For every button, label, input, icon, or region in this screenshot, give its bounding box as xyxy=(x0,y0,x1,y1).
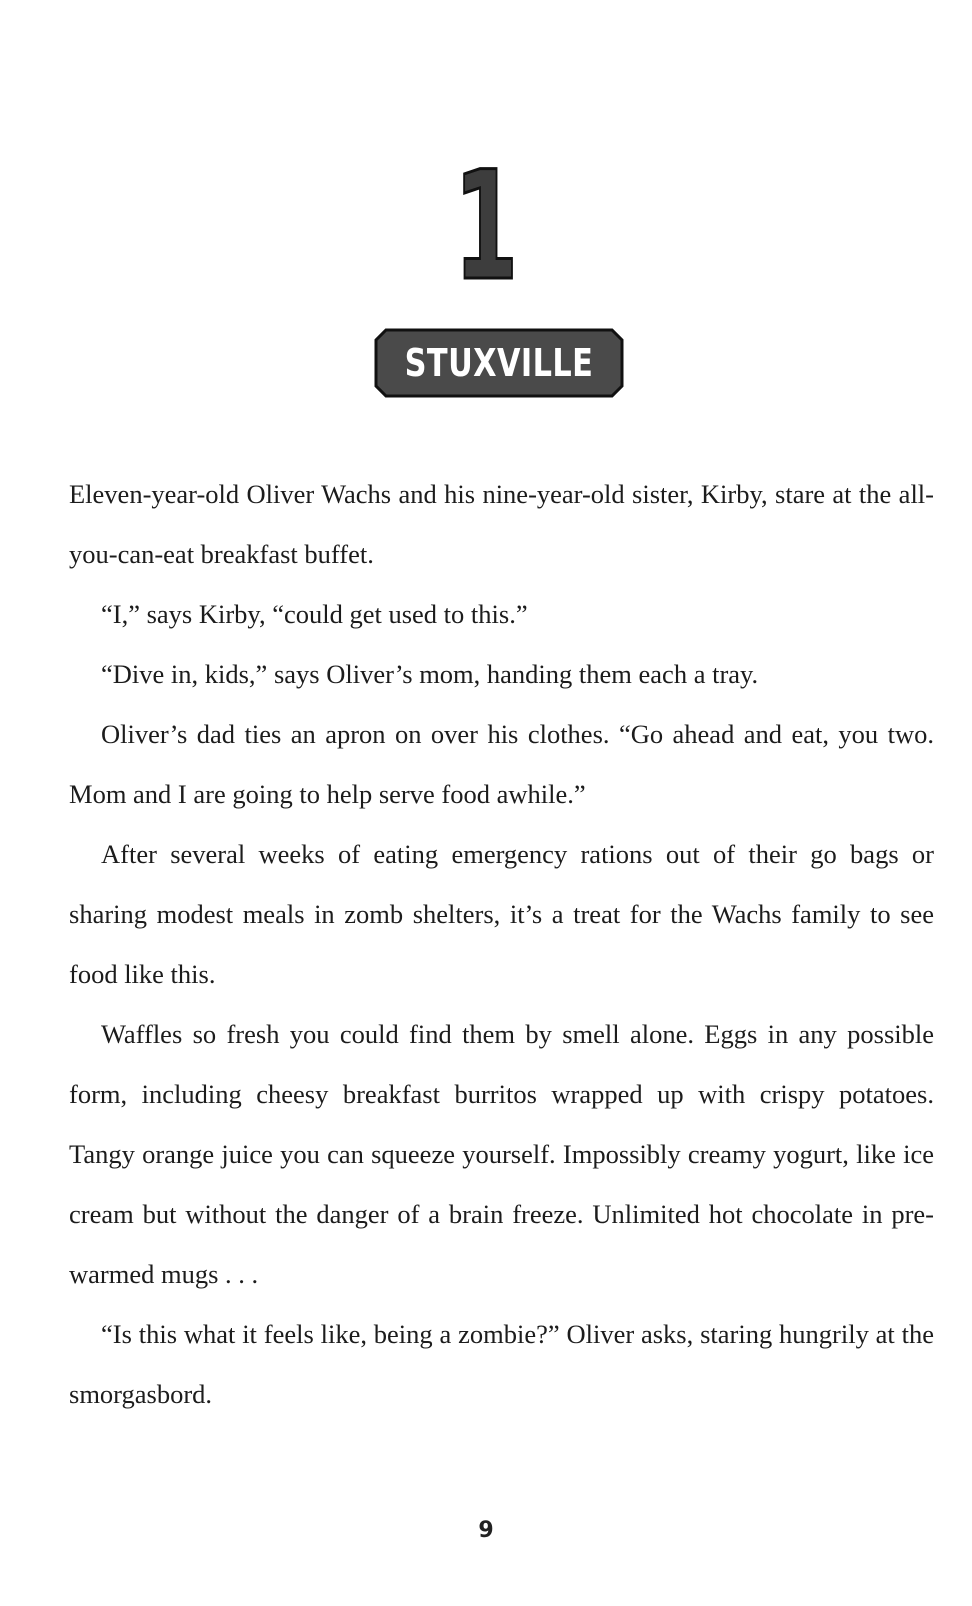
chapter-number: 1 xyxy=(453,140,519,314)
paragraph: “Is this what it feels like, being a zombie?” Oliver asks, staring hungrily at the smorgasbord. xyxy=(69,1319,934,1409)
page-number: 9 xyxy=(478,1518,494,1543)
paragraph: After several weeks of eating emergency rations out of their go bags or sharing modest meals in zomb shelters, it’s a treat for the Wachs family to see food like this. xyxy=(69,839,934,989)
chapter-title: STUXVILLE xyxy=(404,341,594,385)
paragraph: Eleven-year-old Oliver Wachs and his nine-year-old sister, Kirby, stare at the all-you-can-eat breakfast buffet. xyxy=(69,479,934,569)
paragraph: “I,” says Kirby, “could get used to this.” xyxy=(101,599,528,629)
body-text xyxy=(69,464,934,1424)
paragraph: “Dive in, kids,” says Oliver’s mom, handing them each a tray. xyxy=(101,659,759,689)
chapter-title-banner xyxy=(374,328,624,398)
paragraph: Waffles so fresh you could find them by smell alone. Eggs in any possible form, including cheesy breakfast burritos wrapped up with crispy potatoes. Tangy orange juice you can squeeze yourself. Impossibly creamy yogurt, like ice cream but without the danger of a brain freeze. Unlimited hot chocolate in pre-warmed mugs . . . xyxy=(69,1019,934,1289)
paragraph: Oliver’s dad ties an apron on over his clothes. “Go ahead and eat, you two. Mom and I are going to help serve food awhile.” xyxy=(69,719,934,809)
